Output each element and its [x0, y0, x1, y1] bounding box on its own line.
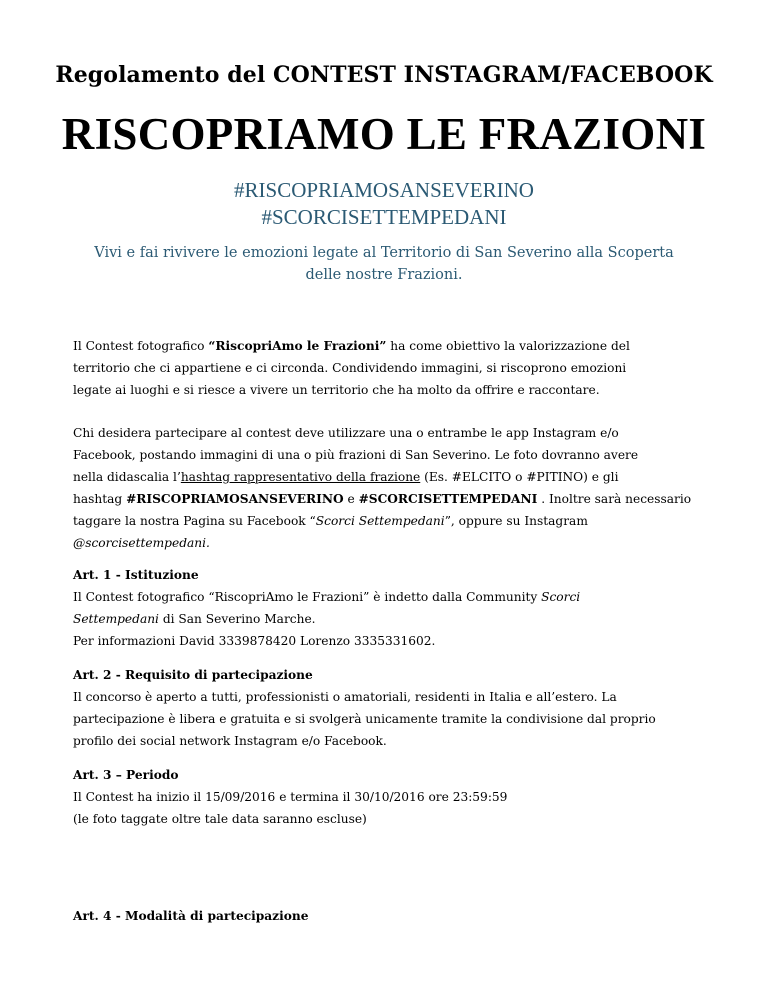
paragraph-line: Chi desidera partecipare al contest deve utilizzare una o entrambe le app Instagram e/o: [73, 426, 619, 440]
contest-name-bold: “RiscopriAmo le Frazioni”: [208, 339, 387, 353]
participation-paragraph: [73, 422, 703, 554]
text-run: nella didascalia l’: [73, 470, 181, 484]
article-1: [73, 564, 703, 652]
text-run: Il Contest fotografico: [73, 339, 209, 353]
paragraph-line: [73, 488, 703, 510]
text-run: . Inoltre sarà necessario: [537, 492, 692, 506]
hashtag-bold: #SCORCISETTEMPEDANI: [358, 492, 538, 506]
hashtag-riscopriamo: #RISCOPRIAMOSANSEVERINO: [234, 178, 534, 202]
intro-paragraph: [73, 335, 703, 401]
subtitle-line: delle nostre Frazioni.: [305, 267, 463, 283]
contact-info: Per informazioni David 3339878420 Lorenzo 3335331602.: [73, 634, 436, 648]
article-heading: Art. 4 - Modalità di partecipazione: [73, 909, 309, 923]
paragraph-line: [73, 608, 703, 630]
paragraph-line: Facebook, postando immagini di una o più frazioni di San Severino. Le foto dovranno avere: [73, 448, 639, 462]
paragraph-line: legate ai luoghi e si riesce a vivere un territorio che ha molto da offrire e raccontare.: [73, 383, 600, 397]
text-run: Il Contest fotografico “RiscopriAmo le Frazioni” è indetto dalla Community: [73, 590, 542, 604]
hashtag-scorci: #SCORCISETTEMPEDANI: [261, 205, 507, 229]
paragraph-line: [73, 466, 703, 488]
text-run: di San Severino Marche.: [158, 612, 316, 626]
article-2: [73, 664, 703, 752]
article-heading: Art. 3 – Periodo: [73, 768, 179, 782]
paragraph-line: Il concorso è aperto a tutti, professionisti o amatoriali, residenti in Italia e all’estero. La: [73, 690, 617, 704]
paragraph-line: [73, 510, 703, 532]
paragraph-line: profilo dei social network Instagram e/o Facebook.: [73, 734, 387, 748]
paragraph-line: territorio che ci appartiene e ci circonda. Condividendo immagini, si riscoprono emozioni: [73, 361, 627, 375]
paragraph-line: Il Contest ha inizio il 15/09/2016 e termina il 30/10/2016 ore 23:59:59: [73, 790, 508, 804]
text-run: taggare la nostra Pagina su Facebook “: [73, 514, 316, 528]
subtitle-line: Vivi e fai rivivere le emozioni legate al Territorio di San Severino alla Scoperta: [94, 245, 674, 261]
text-run: hashtag: [73, 492, 127, 506]
underlined-hashtag-note: hashtag rappresentativo della frazione: [180, 470, 421, 484]
hashtag-bold: #RISCOPRIAMOSANSEVERINO: [126, 492, 344, 506]
text-run: ”, oppure su Instagram: [444, 514, 588, 528]
text-run: ha come obiettivo la valorizzazione del: [386, 339, 630, 353]
article-heading: Art. 1 - Istituzione: [73, 568, 199, 582]
instagram-handle: @scorcisettempedani.: [73, 536, 210, 550]
contest-title: RISCOPRIAMO LE FRAZIONI: [61, 109, 707, 159]
paragraph-line: partecipazione è libera e gratuita e si svolgerà unicamente tramite la condivisione dal proprio: [73, 712, 656, 726]
paragraph-line: [73, 586, 703, 608]
subtitle: [60, 242, 708, 286]
text-run: e: [343, 492, 359, 506]
article-heading: Art. 2 - Requisito di partecipazione: [73, 668, 313, 682]
paragraph-line: (le foto taggate oltre tale data saranno escluse): [73, 812, 367, 826]
text-run: (Es. #ELCITO o #PITINO) e gli: [420, 470, 619, 484]
page-name-italic: Scorci Settempedani: [315, 514, 445, 528]
article-4: [73, 905, 703, 927]
article-3: [73, 764, 703, 830]
community-name-italic: Scorci: [541, 590, 581, 604]
regulation-heading: Regolamento del CONTEST INSTAGRAM/FACEBOOK: [55, 62, 713, 88]
community-name-italic: Settempedani: [73, 612, 159, 626]
paragraph-line: [73, 335, 703, 357]
